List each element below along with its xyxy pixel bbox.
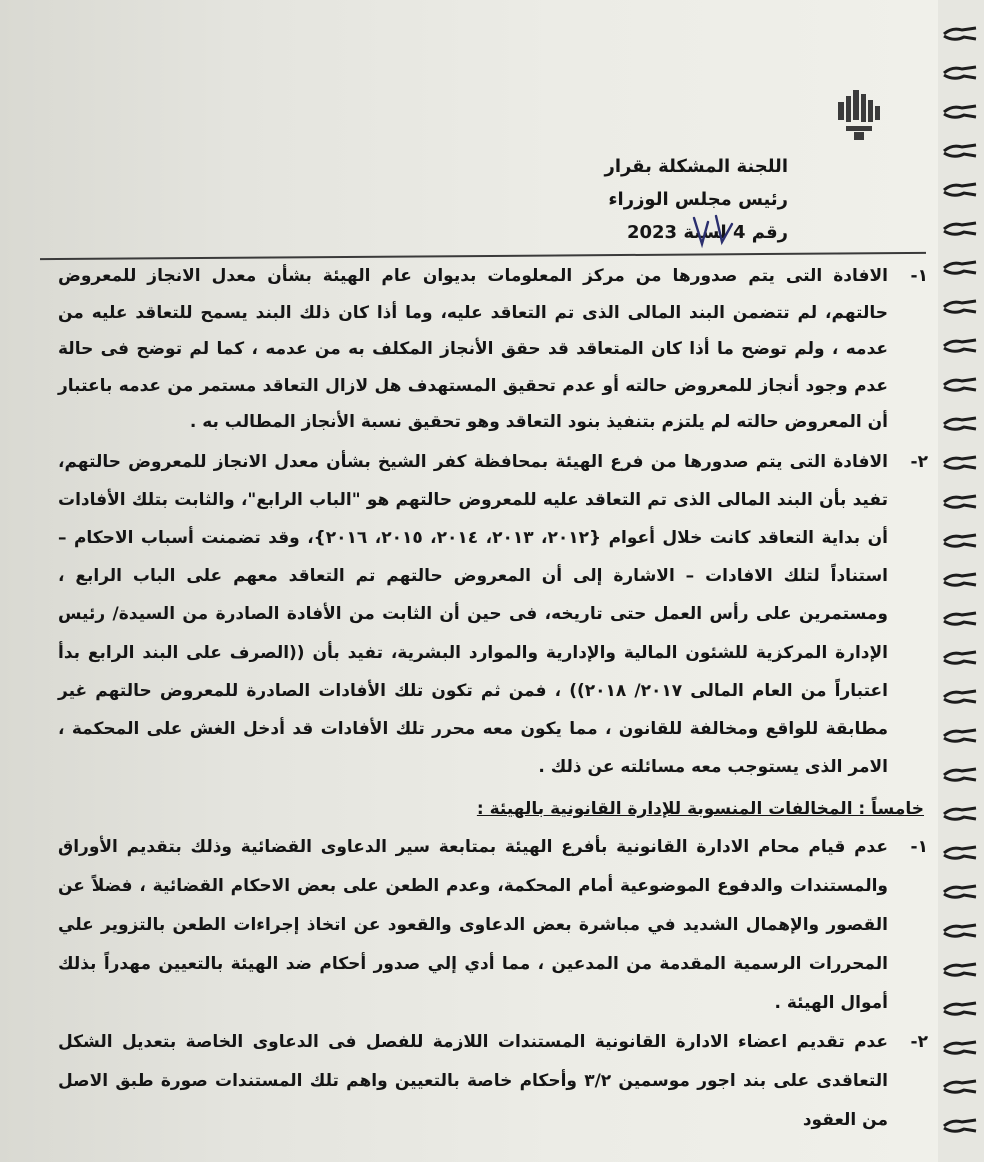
item-text: الافادة التى يتم صدورها من مركز المعلومات بديوان عام الهيئة بشأن معدل الانجاز للمعروض حالتهم، لم تتضمن البند المالى الذى تم التعاقد عليه، وما أذا كان ذلك البند يسمح للتعاقد عليه من عدمه ، ولم توضح ما أذا كان المتعاقد قد حقق الأنجاز المكلف به من عدمه ، كما لم توضح فى حالة عدم وجود أنجاز للمعروض حالته أو عدم تحقيق المستهدف هل لازال التعاقد مستمر من عدمه باعتبار أن المعروض حالته لم يلتزم بتنفيذ بنود التعاقد وهو تحقيق نسبة الأنجاز المطالب به . <box>58 266 888 432</box>
item-text: عدم قيام محام الادارة القانونية بأفرع الهيئة بمتابعة سير الدعاوى القضائية وذلك بتقديم الأوراق والمستندات والدفوع الموضوعية أمام المحكمة، وعدم الطعن على بعض الاحكام القضائية ، فضلاً عن القصور والإهمال الشديد في مباشرة بعض الدعاوى والقعود عن اتخاذ إجراءات الطعن بالتزوير علي المحررات الرسمية المقدمة من المدعين ، مما أدي إلي صدور أحكام ضد الهيئة بالتعيين مهدراً بذلك أموال الهيئة . <box>58 837 888 1014</box>
list-item <box>58 443 928 787</box>
list-item <box>58 828 928 1023</box>
item-number: ١- <box>910 266 928 286</box>
binding-ring-icon <box>942 923 978 939</box>
binding-ring-icon <box>942 104 978 120</box>
binding-ring-icon <box>942 1079 978 1095</box>
binding-ring-icon <box>942 1001 978 1017</box>
spiral-binding <box>938 0 984 1162</box>
section-heading-text: خامساً : المخالفات المنسوبة للإدارة القانونية بالهيئة : <box>476 799 924 820</box>
binding-ring-icon <box>942 377 978 393</box>
list-item <box>58 1023 928 1140</box>
item-number: ١- <box>910 837 928 858</box>
binding-ring-icon <box>942 65 978 81</box>
item-number: ٢- <box>910 1032 928 1053</box>
section-heading <box>58 790 928 828</box>
committee-line-3: رقم 4 لسنة 2023 <box>626 222 788 243</box>
binding-ring-icon <box>942 962 978 978</box>
list-item <box>58 258 928 441</box>
binding-ring-icon <box>942 338 978 354</box>
binding-ring-icon <box>942 416 978 432</box>
binding-ring-icon <box>942 494 978 510</box>
binding-ring-icon <box>942 572 978 588</box>
binding-ring-icon <box>942 299 978 315</box>
committee-header <box>568 150 788 249</box>
binding-ring-icon <box>942 689 978 705</box>
binding-ring-icon <box>942 221 978 237</box>
item-text: الافادة التى يتم صدورها من فرع الهيئة بمحافظة كفر الشيخ بشأن معدل الانجاز للمعروض حالتهم، تفيد بأن البند المالى الذى تم التعاقد عليه للمعروض حالتهم هو "الباب الرابع"، والثابت بتلك الأفادات أن بداية التعاقد كانت خلال أعوام {٢٠١٢، ٢٠١٣، ٢٠١٤، ٢٠١٥، ٢٠١٦}، وقد تضمنت أسباب الاحكام – استناداً لتلك الافادات – الاشارة إلى أن المعروض حالتهم تم التعاقد معهم على الباب الرابع ، ومستمرين على رأس العمل حتى تاريخه، فى حين أن الثابت من الأفادة الصادرة من السيدة/ رئيس الإدارة المركزية للشئون المالية والإدارية والموارد البشرية، تفيد بأن ((الصرف على البند الرابع بدأ اعتباراً من العام المالى ٢٠١٧/ ٢٠١٨)) ، فمن ثم تكون تلك الأفادات الصادرة للمعروض حالتهم غير مطابقة للواقع ومخالفة للقانون ، مما يكون معه محرر تلك الأفادات قد أدخل الغش على المحكمة ، الامر الذى يستوجب معه مسائلته عن ذلك . <box>58 451 888 778</box>
binding-ring-icon <box>942 143 978 159</box>
item-number: ٢- <box>910 451 928 472</box>
binding-ring-icon <box>942 806 978 822</box>
binding-ring-icon <box>942 260 978 276</box>
committee-line-1: اللجنة المشكلة بقرار <box>604 156 788 177</box>
binding-ring-icon <box>942 1040 978 1056</box>
binding-ring-icon <box>942 884 978 900</box>
binding-ring-icon <box>942 767 978 783</box>
item-text: عدم تقديم اعضاء الادارة القانونية المستندات اللازمة للفصل فى الدعاوى الخاصة بتعديل الشكل التعاقدى على بند اجور موسمين ٣/٢ وأحكام خاصة بالتعيين واهم تلك المستندات صورة طبق الاصل من العقود <box>58 1032 888 1131</box>
binding-ring-icon <box>942 182 978 198</box>
committee-line-2: رئيس مجلس الوزراء <box>608 189 788 210</box>
binding-ring-icon <box>942 611 978 627</box>
binding-ring-icon <box>942 728 978 744</box>
eagle-emblem-icon <box>832 88 886 144</box>
binding-ring-icon <box>942 26 978 42</box>
handwritten-mark <box>688 210 748 250</box>
binding-ring-icon <box>942 650 978 666</box>
binding-ring-icon <box>942 533 978 549</box>
document-body <box>58 258 928 1140</box>
binding-ring-icon <box>942 455 978 471</box>
binding-ring-icon <box>942 1118 978 1134</box>
binding-ring-icon <box>942 845 978 861</box>
